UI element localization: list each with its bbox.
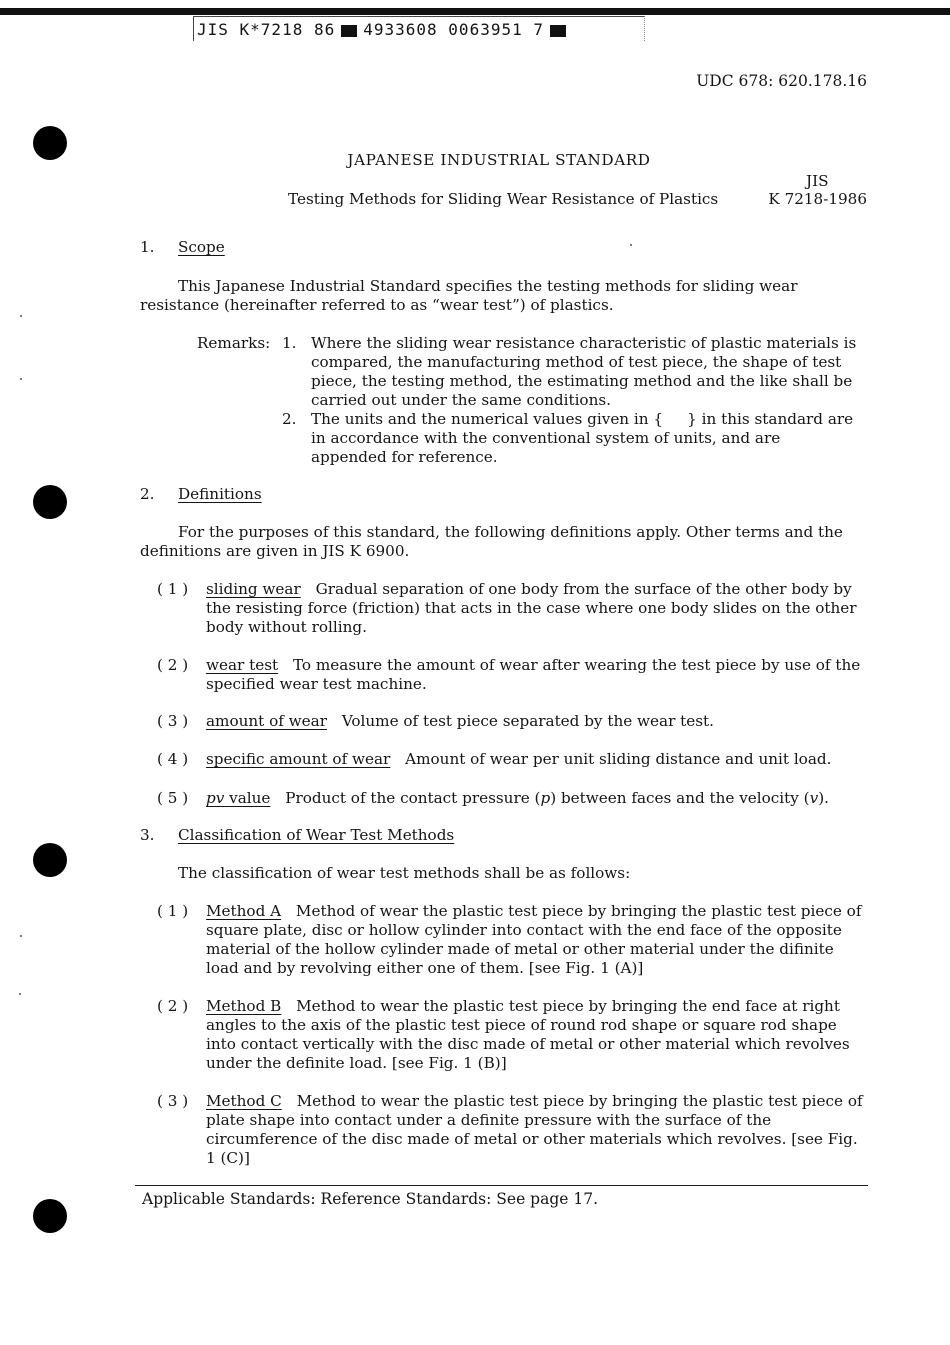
method-text: Method to wear the plastic test piece by bringing the end face at right angles to the axis of the plastic test piece of round rod shape or square rod shape into contact vertically with the disc made of metal or other material which revolves under the definite load. [see Fig. 1 (B)] — [206, 997, 850, 1072]
scan-speck — [20, 315, 22, 317]
barcode-block-icon — [550, 25, 566, 37]
scan-speck — [20, 935, 22, 937]
method-term: Method A — [206, 902, 282, 920]
definition-item — [157, 580, 870, 637]
method-text: Method to wear the plastic test piece by bringing the plastic test piece of plate shape into contact under a definite pressure with the surface of the circumference of the disc made of metal or other materials which revolves. [see Fig. 1 (C)] — [206, 1092, 863, 1167]
remarks-label: Remarks: — [197, 334, 271, 352]
item-label: ( 1 ) — [157, 902, 189, 920]
section-title: Scope — [178, 238, 225, 256]
remark-number: 2. — [282, 410, 297, 428]
method-term: Method C — [206, 1092, 282, 1110]
section-number: 1. — [140, 238, 155, 256]
scan-speck — [630, 244, 632, 246]
item-label: ( 4 ) — [157, 750, 189, 768]
term-italic-pv: pv — [206, 789, 225, 807]
applicable-standards-note: Applicable Standards: Reference Standards: See page 17. — [142, 1190, 599, 1208]
symbol-p: p — [540, 789, 551, 807]
scan-speck — [20, 378, 22, 380]
definition-item — [157, 750, 870, 769]
definition-text-b: ) between faces and the velocity ( — [550, 789, 810, 807]
method-term: Method B — [206, 997, 282, 1015]
definition-term: specific amount of wear — [206, 750, 391, 768]
item-label: ( 1 ) — [157, 580, 189, 598]
definition-text-c: ). — [818, 789, 829, 807]
method-item — [157, 997, 870, 1073]
classification-intro: The classification of wear test methods shall be as follows: — [178, 864, 631, 882]
barcode-block-icon — [341, 25, 357, 37]
header-code-part1: JIS K*7218 86 — [197, 20, 336, 39]
definition-term — [206, 789, 270, 807]
definition-item — [157, 789, 870, 808]
standard-organization: JAPANESE INDUSTRIAL STANDARD — [347, 151, 651, 169]
section-title: Definitions — [178, 485, 262, 503]
item-label: ( 3 ) — [157, 712, 189, 730]
document-title: Testing Methods for Sliding Wear Resistance of Plastics — [288, 190, 719, 208]
section-number: 3. — [140, 826, 155, 844]
definition-term: wear test — [206, 656, 279, 674]
scope-paragraph: This Japanese Industrial Standard specifies the testing methods for sliding wear resistance (hereinafter referred to as “wear test”) of plastics. — [140, 277, 798, 314]
method-item — [157, 1092, 870, 1168]
symbol-v: v — [809, 789, 819, 807]
definitions-intro: For the purposes of this standard, the following definitions apply. Other terms and the definitions are given in JIS K 6900. — [140, 523, 843, 560]
scan-top-bar — [0, 8, 950, 15]
jis-label: JIS — [806, 172, 829, 190]
term-value-word: value — [229, 789, 271, 807]
definition-text: Amount of wear per unit sliding distance and unit load. — [405, 750, 832, 768]
footer-divider — [135, 1185, 868, 1186]
remark-number: 1. — [282, 334, 297, 352]
definition-text: Gradual separation of one body from the surface of the other body by the resisting force (friction) that acts in the case where one body slides on the other body without rolling. — [206, 580, 857, 636]
definition-term: amount of wear — [206, 712, 327, 730]
section-3-heading — [140, 826, 454, 845]
punch-hole-icon — [33, 485, 67, 519]
punch-hole-icon — [33, 843, 67, 877]
udc-code: UDC 678: 620.178.16 — [696, 72, 867, 90]
item-label: ( 3 ) — [157, 1092, 189, 1110]
definition-item — [157, 712, 870, 731]
punch-hole-icon — [33, 1199, 67, 1233]
method-text: Method of wear the plastic test piece by bringing the plastic test piece of square plate, disc or hollow cylinder into contact with the end face of the opposite material of the hollow cylinder made of metal or other material under the difinite load and by revolving either one of them. [see Fig. 1 (A)] — [206, 902, 862, 977]
item-label: ( 2 ) — [157, 997, 189, 1015]
header-document-code — [197, 20, 572, 39]
header-code-part2: 4933608 0063951 7 — [363, 20, 544, 39]
remark-text: The units and the numerical values given in { } in this standard are in accordance with the conventional system of units, and are appended for reference. — [311, 410, 858, 466]
definition-term: sliding wear — [206, 580, 301, 598]
section-title: Classification of Wear Test Methods — [178, 826, 455, 844]
definition-item — [157, 656, 870, 694]
remark-text: Where the sliding wear resistance characteristic of plastic materials is compared, the manufacturing method of test piece, the shape of test piece, the testing method, the estimating method and the like shall be carried out under the same conditions. — [311, 334, 857, 409]
definition-text: Volume of test piece separated by the wear test. — [341, 712, 714, 730]
scan-speck — [19, 993, 21, 995]
item-label: ( 2 ) — [157, 656, 189, 674]
definition-text-a: Product of the contact pressure ( — [285, 789, 541, 807]
definition-text: To measure the amount of wear after wearing the test piece by use of the specified wear test machine. — [206, 656, 861, 693]
method-item — [157, 902, 870, 978]
section-1-heading — [140, 238, 225, 257]
section-number: 2. — [140, 485, 155, 503]
jis-number: K 7218-1986 — [768, 190, 867, 208]
section-2-heading — [140, 485, 262, 504]
item-label: ( 5 ) — [157, 789, 189, 807]
